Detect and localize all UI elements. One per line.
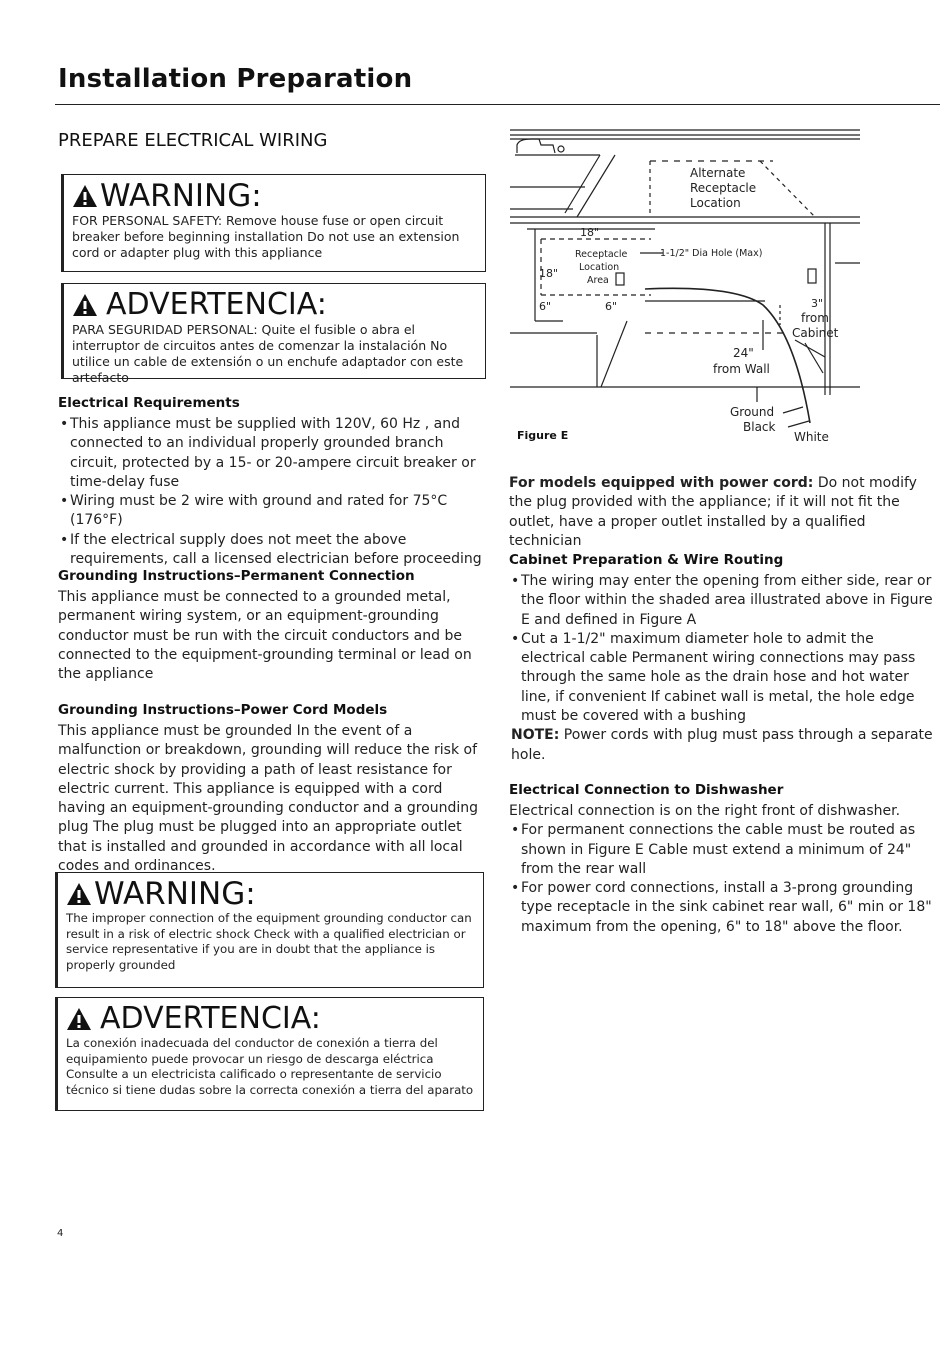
figure-label: Black	[743, 420, 776, 434]
list-item: • Wiring must be 2 wire with ground and rated for 75°C (176°F)	[58, 492, 488, 531]
figure-label: 24"	[733, 346, 754, 360]
list-item: • For power cord connections, install a 3-prong grounding type receptacle in the sink cabinet rear wall, 6" min or 18" maximum from the opening, 6" to 18" above the floor.	[509, 879, 939, 937]
electrical-connection	[509, 782, 939, 937]
advertencia-heading-text: ADVERTENCIA:	[106, 287, 327, 322]
list-item: • Cut a 1-1/2" maximum diameter hole to admit the electrical cable Permanent wiring connections may pass through the same hole as the drain hose and hot water line, if convenient If cabinet wall is metal, the hole edge must be covered with a bushing	[509, 630, 939, 726]
grounding-permanent-text: This appliance must be connected to a grounded metal, permanent wiring system, or an equipment-grounding conductor must be run with the circuit conductors and be connected to the equipment-grounding terminal or lead on the appliance	[58, 589, 472, 683]
note-text: Power cords with plug must pass through a separate hole.	[511, 727, 933, 763]
figure-label: from Wall	[713, 362, 770, 376]
warning-triangle-icon	[66, 881, 92, 907]
electrical-requirements	[58, 395, 488, 569]
warning-heading	[72, 179, 477, 213]
page-title: Installation Preparation	[58, 64, 413, 94]
figure-label: 3"	[811, 297, 824, 310]
warning-heading-text: WARNING:	[94, 876, 256, 912]
figure-label: Cabinet	[792, 326, 839, 340]
warning-heading	[66, 877, 475, 911]
electrical-requirements-heading: Electrical Requirements	[58, 395, 240, 411]
figure-label: 18"	[580, 226, 600, 239]
figure-label: Receptacle	[575, 249, 628, 260]
figure-label: 18"	[539, 267, 559, 280]
power-cord-lead: For models equipped with power cord:	[509, 475, 814, 491]
warning-text: The improper connection of the equipment grounding conductor can result in a risk of electric shock Check with a qualified electrician or service representative if you are in doubt that the appliance is properly grounded	[66, 911, 472, 972]
figure-label: Ground	[730, 405, 775, 419]
warning-heading-text: WARNING:	[100, 178, 262, 214]
warning-triangle-icon	[72, 292, 98, 318]
power-cord-text: Do not modify the plug provided with the appliance; if it will not fit the outlet, have a proper outlet installed by a qualified technician	[509, 475, 917, 549]
figure-label: Receptacle	[690, 181, 757, 195]
advertencia-heading	[72, 288, 477, 322]
list-item: • This appliance must be supplied with 120V, 60 Hz , and connected to an individual properly grounded branch circuit, protected by a 15- or 20-ampere circuit breaker or time-delay fuse	[58, 415, 488, 492]
figure-caption: Figure E	[517, 429, 569, 442]
warning-triangle-icon	[72, 183, 98, 209]
figure-label: Area	[587, 275, 609, 286]
warning-triangle-icon	[66, 1006, 92, 1032]
grounding-permanent	[58, 568, 488, 684]
advertencia-text: La conexión inadecuada del conductor de conexión a tierra del equipamiento puede provocar un riesgo de descarga eléctrica Consulte a un electricista calificado o representante de servicio técnico si tiene dudas sobre la correcta conexión a tierra del aparato	[66, 1036, 474, 1097]
list-item: • If the electrical supply does not meet the above requirements, call a licensed electrician before proceeding	[58, 531, 488, 570]
figure-label: White	[794, 430, 829, 444]
figure-label: Location	[690, 196, 741, 210]
figure-label: Alternate	[690, 166, 746, 180]
electrical-connection-heading: Electrical Connection to Dishwasher	[509, 782, 784, 798]
cabinet-preparation	[509, 552, 939, 765]
advertencia-heading	[66, 1002, 475, 1036]
advertencia-heading-text: ADVERTENCIA:	[100, 1001, 321, 1036]
warning-box	[61, 174, 486, 272]
grounding-permanent-heading: Grounding Instructions–Permanent Connection	[58, 568, 415, 584]
advertencia-box	[55, 997, 484, 1111]
section-heading: PREPARE ELECTRICAL WIRING	[58, 130, 328, 151]
figure-label: 1-1/2" Dia Hole (Max)	[660, 248, 763, 259]
cabinet-preparation-heading: Cabinet Preparation & Wire Routing	[509, 552, 784, 568]
warning-box	[55, 872, 484, 988]
grounding-cord-heading: Grounding Instructions–Power Cord Models	[58, 702, 388, 718]
advertencia-box	[61, 283, 486, 385]
figure-label: Location	[579, 262, 620, 273]
figure-label: from	[801, 311, 829, 325]
list-item: • The wiring may enter the opening from either side, rear or the floor within the shaded area illustrated above in Figure E and defined in Figure A	[509, 572, 939, 630]
advertencia-text: PARA SEGURIDAD PERSONAL: Quite el fusible o abra el interruptor de circuitos antes de comenzar la instalación No utilice un cable de extensión o un enchufe adaptador con este artefacto	[72, 322, 464, 385]
electrical-connection-intro: Electrical connection is on the right front of dishwasher.	[509, 803, 901, 819]
list-item: • For permanent connections the cable must be routed as shown in Figure E Cable must extend a minimum of 24" from the rear wall	[509, 821, 939, 879]
title-rule	[55, 104, 940, 105]
figure-e-diagram	[505, 125, 865, 455]
grounding-cord	[58, 702, 488, 876]
warning-text: FOR PERSONAL SAFETY: Remove house fuse or open circuit breaker before beginning installation Do not use an extension cord or adapter plug with this appliance	[72, 213, 460, 260]
note-lead: NOTE:	[511, 727, 560, 744]
figure-label: 6"	[539, 300, 552, 313]
grounding-cord-text: This appliance must be grounded In the event of a malfunction or breakdown, grounding will reduce the risk of electric shock by providing a path of least resistance for electric current. This appliance is equipped with a cord having an equipment-grounding conductor and a grounding plug The plug must be plugged into an appropriate outlet that is installed and grounded in accordance with all local codes and ordinances.	[58, 723, 479, 875]
power-cord-models	[509, 474, 939, 551]
page-number: 4	[57, 1228, 64, 1239]
figure-label: 6"	[605, 300, 618, 313]
